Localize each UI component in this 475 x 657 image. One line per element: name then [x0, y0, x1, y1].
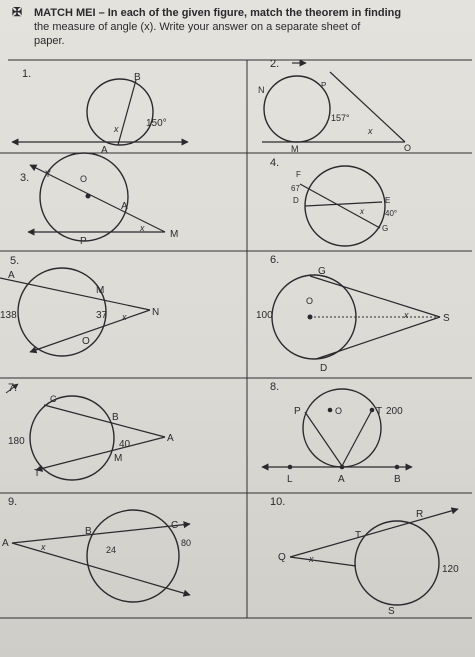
figure-9	[2, 496, 191, 602]
figure-7	[6, 382, 174, 480]
secant-line	[44, 405, 165, 437]
point-label-b: B	[134, 72, 141, 83]
point-b-dot	[395, 465, 400, 470]
point-label-m: M	[96, 285, 105, 296]
figure-number: 1.	[22, 68, 32, 80]
point-label-m: M	[291, 144, 299, 154]
chord-ab	[118, 80, 136, 145]
point-label-y: Y	[45, 169, 52, 179]
angle-x-label: x	[360, 207, 364, 216]
figure-6	[256, 254, 450, 374]
figure-number: 5.	[10, 255, 20, 267]
arc-measure-b: 37	[96, 310, 108, 321]
secant-line-bottom	[12, 543, 190, 595]
secant-line	[290, 509, 458, 557]
arc-measure: 200	[386, 406, 403, 417]
point-label-s: S	[388, 606, 395, 617]
center-dot	[328, 408, 333, 413]
figure-1	[12, 68, 188, 156]
figure-10	[270, 496, 459, 617]
point-label-g: G	[382, 224, 389, 233]
point-label-a: A	[121, 201, 128, 212]
point-label-t: T	[355, 530, 362, 541]
arc-measure: 157°	[331, 113, 350, 123]
figure-2	[258, 58, 411, 154]
point-label-s: S	[443, 313, 450, 324]
figure-number: 9.	[8, 496, 18, 508]
angle-x-label: x	[122, 312, 127, 322]
point-a-dot	[340, 465, 345, 470]
figure-number: 8.	[270, 381, 280, 393]
circle	[355, 521, 439, 605]
tangent-line	[290, 557, 356, 566]
grid-lines	[0, 60, 472, 618]
arc-measure-a: 180	[8, 436, 25, 447]
point-label-c: C	[171, 520, 179, 531]
point-label-d: D	[320, 363, 328, 374]
point-label-b: B	[85, 526, 92, 537]
instructions-line-3: paper.	[34, 35, 65, 47]
center-label-o: O	[80, 174, 88, 184]
tangent-line	[36, 437, 165, 470]
point-label-r: R	[416, 509, 424, 520]
center-label-o: O	[306, 296, 314, 306]
point-label-n: N	[258, 85, 265, 95]
arc-measure-a: 138	[0, 310, 17, 321]
figure-number: 6.	[270, 254, 280, 266]
chord-pa	[305, 412, 342, 466]
tangent-line-top	[310, 276, 440, 317]
figure-number: 2.	[270, 58, 280, 70]
circle	[303, 389, 381, 467]
point-t-dot	[370, 408, 375, 413]
point-label-o: O	[404, 143, 412, 153]
figure-3	[20, 153, 178, 247]
instructions-line-1: MATCH MEI – In each of the given figure, match the theorem in finding	[34, 7, 402, 19]
point-label-a: A	[101, 145, 108, 156]
secant-line-top	[12, 524, 190, 543]
arc-measure: 100	[256, 310, 273, 321]
point-label-n: N	[152, 307, 160, 318]
point-label-l: L	[287, 474, 293, 485]
point-label-g: G	[318, 266, 326, 277]
arc-measure-a: 24	[106, 545, 117, 555]
figure-5	[0, 255, 159, 356]
figure-4	[270, 157, 397, 246]
arc-measure-a: 67	[291, 184, 300, 193]
center-label-o: O	[335, 406, 343, 416]
point-label-b: B	[112, 412, 119, 423]
angle-x-label: x	[114, 124, 119, 134]
figure-number: 4.	[270, 157, 280, 169]
center-label-o: O	[82, 336, 90, 347]
point-label-a: A	[8, 270, 15, 281]
point-label-m: M	[114, 453, 123, 464]
circle	[87, 79, 153, 145]
circle	[18, 268, 106, 356]
arc-measure: 120	[442, 564, 459, 575]
circle	[40, 153, 128, 241]
arc-measure-b: 40°	[385, 209, 398, 218]
bullet-mark: ✠	[12, 5, 23, 19]
point-label-c: C	[50, 394, 57, 404]
angle-x-label: x	[368, 126, 373, 136]
point-label-a: A	[167, 433, 174, 444]
angle-x-label: x	[41, 542, 46, 552]
point-label-a: A	[2, 538, 9, 549]
point-label-q: Q	[278, 552, 286, 563]
arc-measure-b: 40	[119, 439, 131, 450]
circle	[305, 166, 385, 246]
angle-x-label: x	[140, 223, 145, 233]
point-label-a: A	[338, 474, 345, 485]
point-label-m: M	[170, 229, 179, 240]
center-dot	[308, 315, 313, 320]
point-label-p: P	[80, 236, 87, 247]
point-label-t: T	[376, 406, 383, 417]
figure-number: 10.	[270, 496, 286, 508]
circle	[30, 396, 114, 480]
point-label-e: E	[385, 196, 391, 205]
point-label-b: B	[394, 474, 401, 485]
angle-x-label: x	[309, 554, 314, 564]
center-dot	[86, 194, 91, 199]
point-label-d: D	[293, 196, 299, 205]
figure-8	[262, 381, 412, 485]
point-label-p: P	[294, 406, 301, 417]
point-label-p: P	[321, 81, 327, 90]
point-label-t: T	[34, 468, 41, 479]
arc-measure: 150°	[146, 118, 167, 129]
chord-de	[305, 202, 382, 206]
figure-number: 7.	[8, 382, 18, 394]
point-l-dot	[288, 465, 293, 470]
tangent-line-bottom	[316, 317, 440, 359]
instructions-line-2: the measure of angle (x). Write your answer on a separate sheet of	[34, 21, 361, 33]
point-label-f: F	[296, 170, 301, 179]
arc-measure-b: 80	[181, 538, 192, 548]
angle-x-label: x	[404, 310, 409, 320]
figure-number: 3.	[20, 172, 30, 184]
